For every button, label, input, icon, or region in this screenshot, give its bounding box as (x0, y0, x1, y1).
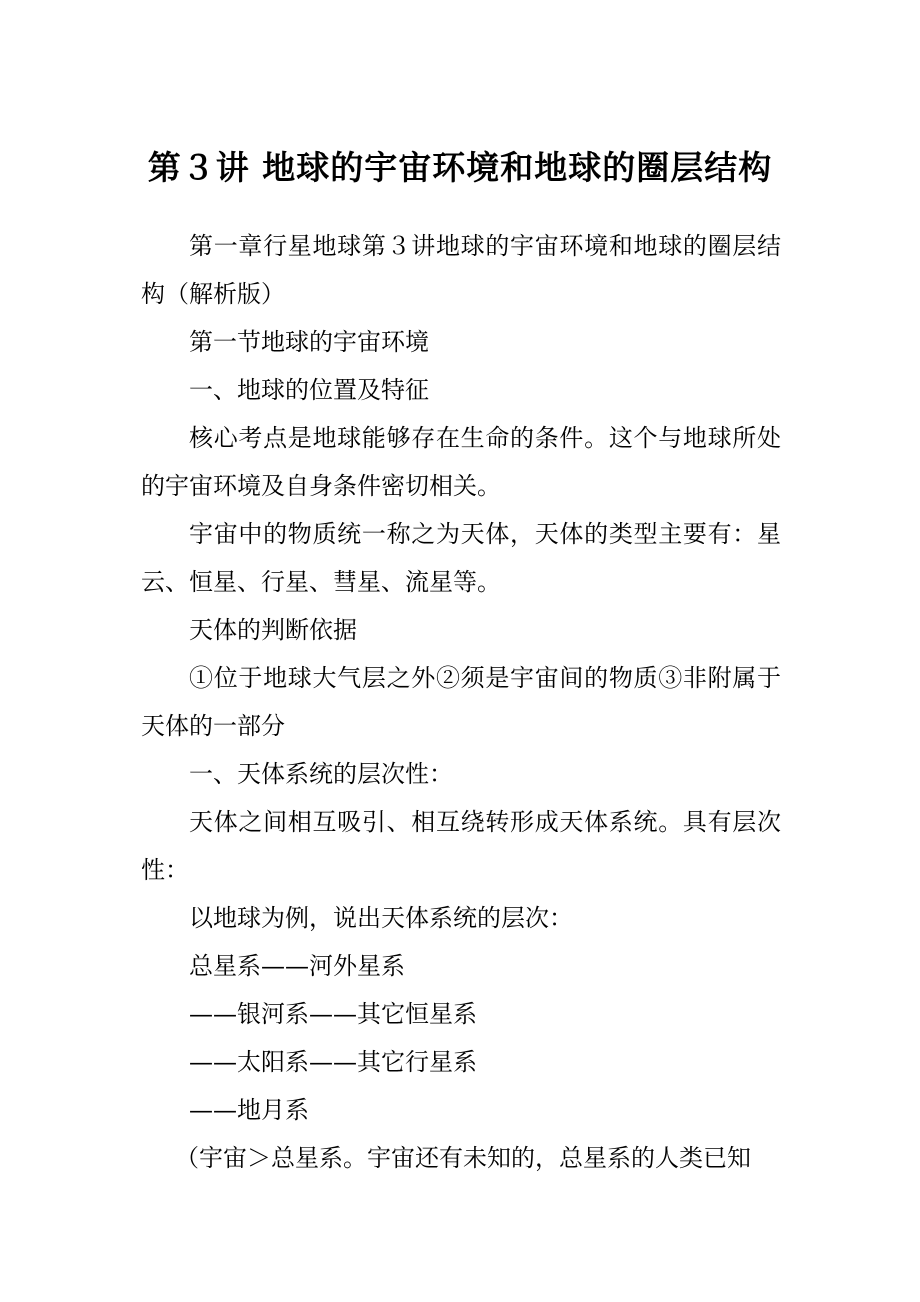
hierarchy-line: ——太阳系——其它行星系 (189, 1048, 477, 1076)
section-heading: 第一节地球的宇宙环境 (189, 328, 429, 356)
body-paragraph: 天体之间相互吸引、相互绕转形成天体系统。具有层次性： (141, 808, 781, 884)
note-paragraph: （宇宙＞总星系。宇宙还有未知的，总星系的人类已知 (175, 1144, 751, 1172)
body-paragraph: 以地球为例，说出天体系统的层次： (189, 904, 573, 932)
body-paragraph: 宇宙中的物质统一称之为天体，天体的类型主要有：星云、恒星、行星、彗星、流星等。 (141, 520, 781, 596)
body-paragraph: 核心考点是地球能够存在生命的条件。这个与地球所处的宇宙环境及自身条件密切相关。 (141, 424, 781, 500)
body-paragraph: ①位于地球大气层之外②须是宇宙间的物质③非附属于天体的一部分 (141, 664, 781, 740)
hierarchy-line: ——地月系 (189, 1096, 309, 1124)
body-paragraph: 天体的判断依据 (189, 616, 357, 644)
page-title: 第３讲 地球的宇宙环境和地球的圈层结构 (147, 148, 773, 187)
subsection-heading: 一、天体系统的层次性： (189, 760, 453, 788)
document-body (141, 222, 781, 1182)
subsection-heading: 一、地球的位置及特征 (189, 376, 429, 404)
intro-paragraph: 第一章行星地球第３讲地球的宇宙环境和地球的圈层结构（解析版） (141, 232, 781, 308)
hierarchy-line: ——银河系——其它恒星系 (189, 1000, 477, 1028)
hierarchy-line: 总星系——河外星系 (189, 952, 405, 980)
